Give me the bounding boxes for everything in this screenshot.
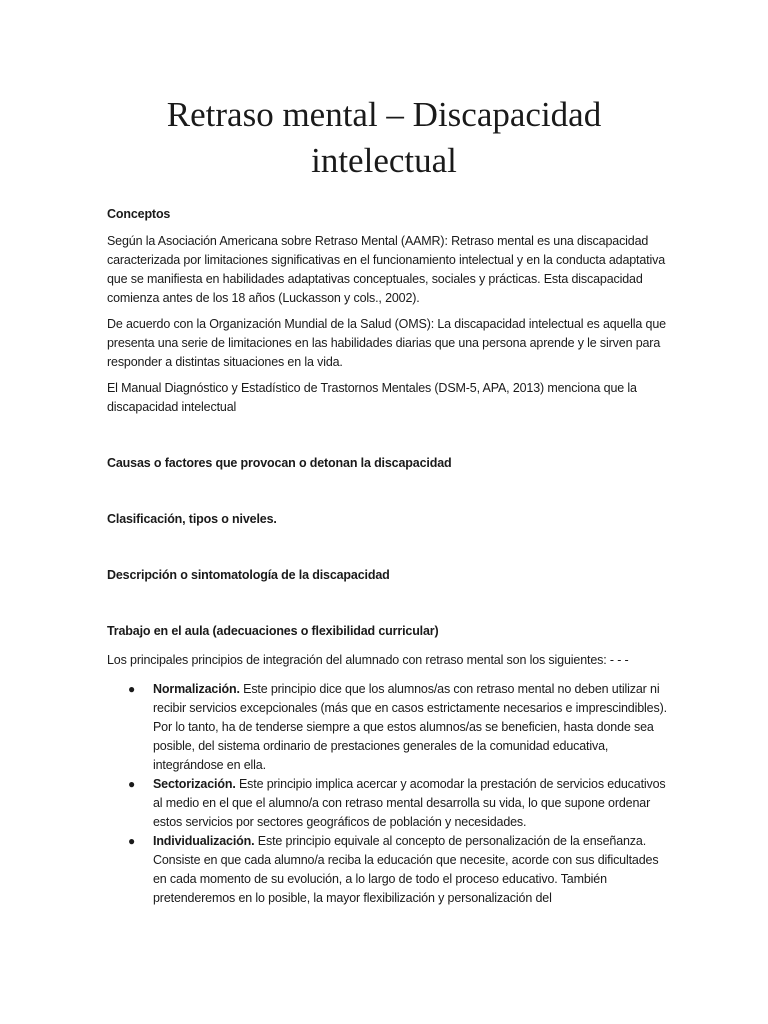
- paragraph-principios-intro: Los principales principios de integración del alumnado con retraso mental son los siguientes: - - -: [107, 653, 629, 667]
- principle-term: Individualización.: [153, 834, 255, 848]
- section-heading-conceptos: Conceptos: [107, 207, 171, 221]
- list-item: [107, 680, 667, 775]
- section-heading-causas: Causas o factores que provocan o detonan la discapacidad: [107, 456, 452, 470]
- list-item: [107, 775, 667, 832]
- section-heading-trabajo: Trabajo en el aula (adecuaciones o flexibilidad curricular): [107, 624, 439, 638]
- bullet-icon: ●: [128, 682, 136, 696]
- section-heading-clasificacion: Clasificación, tipos o niveles.: [107, 512, 277, 526]
- principle-text: Este principio equivale al concepto de personalización de la enseñanza. Consiste en que cada alumno/a reciba la educación que necesite, acorde con sus dificultades en cada momento de su evolución, a lo largo de todo el proceso educativo. También pretenderemos en lo posible, la mayor flexibilización y personalización del: [153, 834, 659, 905]
- title-line-1: Retraso mental – Discapacidad: [166, 95, 602, 134]
- document-title: [0, 92, 768, 184]
- bullet-icon: ●: [128, 834, 136, 848]
- paragraph-aamr: Según la Asociación Americana sobre Retraso Mental (AAMR): Retraso mental es una discapacidad caracterizada por limitaciones significativas en el funcionamiento intelectual y en la conducta adaptativa que se manifiesta en habilidades adaptativas conceptuales, sociales y prácticas. Esta discapacidad comienza antes de los 18 años (Luckasson y cols., 2002).: [107, 234, 666, 305]
- section-heading-descripcion: Descripción o sintomatología de la discapacidad: [107, 568, 390, 582]
- document-body: [107, 205, 667, 908]
- principle-text: Este principio dice que los alumnos/as con retraso mental no deben utilizar ni recibir servicios excepcionales (más que en casos estrictamente necesarios e imprescindibles). Por lo tanto, ha de tenderse siempre a que estos alumnos/as se beneficien, hasta donde sea posible, del sistema ordinario de prestaciones generales de la comunidad educativa, integrándose en ella.: [153, 682, 667, 772]
- principle-text: Este principio implica acercar y acomodar la prestación de servicios educativos al medio en el que el alumno/a con retraso mental desarrolla su vida, lo que supone ordenar estos servicios por sectores geográficos de población y necesidades.: [153, 777, 666, 829]
- title-line-2: intelectual: [311, 141, 457, 180]
- paragraph-oms: De acuerdo con la Organización Mundial de la Salud (OMS): La discapacidad intelectual es aquella que presenta una serie de limitaciones en las habilidades diarias que una persona aprende y le sirven para responder a distintas situaciones en la vida.: [107, 317, 666, 369]
- principle-term: Sectorización.: [153, 777, 236, 791]
- principles-list: [107, 680, 667, 908]
- paragraph-dsm5: El Manual Diagnóstico y Estadístico de Trastornos Mentales (DSM-5, APA, 2013) menciona que la discapacidad intelectual: [107, 381, 637, 414]
- bullet-icon: ●: [128, 777, 136, 791]
- principle-term: Normalización.: [153, 682, 240, 696]
- list-item: [107, 832, 667, 908]
